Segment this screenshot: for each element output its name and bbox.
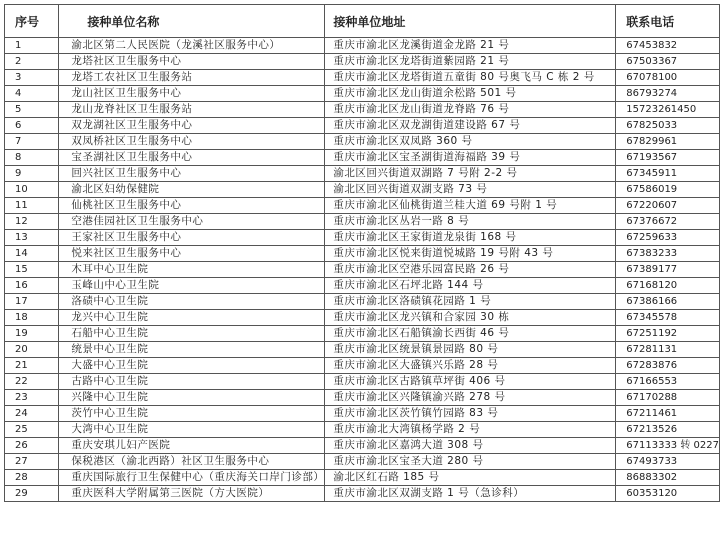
header-name: 接种单位名称 xyxy=(59,5,325,38)
site-address-cell: 重庆市渝北区龙兴镇和合家园 30 栋 xyxy=(325,310,616,326)
phone-cell: 67220607 xyxy=(616,198,720,214)
phone-cell: 15723261450 xyxy=(616,102,720,118)
phone-cell: 67825033 xyxy=(616,118,720,134)
index-cell: 22 xyxy=(5,374,59,390)
index-cell: 15 xyxy=(5,262,59,278)
table-row xyxy=(5,470,720,486)
table-row xyxy=(5,422,720,438)
site-name-cell: 龙兴中心卫生院 xyxy=(59,310,325,326)
header-row xyxy=(5,5,720,38)
table-row xyxy=(5,166,720,182)
site-address-cell: 重庆市渝北区王家街道龙泉街 168 号 xyxy=(325,230,616,246)
site-name-cell: 渝北区第二人民医院（龙溪社区服务中心） xyxy=(59,38,325,54)
site-address-cell: 重庆市渝北区古路镇草坪街 406 号 xyxy=(325,374,616,390)
table-row xyxy=(5,310,720,326)
index-cell: 3 xyxy=(5,70,59,86)
site-address-cell: 重庆市渝北区统景镇景园路 80 号 xyxy=(325,342,616,358)
phone-cell: 67168120 xyxy=(616,278,720,294)
index-cell: 23 xyxy=(5,390,59,406)
table-row xyxy=(5,86,720,102)
site-name-cell: 龙塔社区卫生服务中心 xyxy=(59,54,325,70)
index-cell: 19 xyxy=(5,326,59,342)
table-row xyxy=(5,374,720,390)
site-name-cell: 茨竹中心卫生院 xyxy=(59,406,325,422)
phone-cell: 67193567 xyxy=(616,150,720,166)
index-cell: 17 xyxy=(5,294,59,310)
table-row xyxy=(5,294,720,310)
table-row xyxy=(5,262,720,278)
site-address-cell: 重庆市渝北区龙塔街道五童街 80 号奥飞马 C 栋 2 号 xyxy=(325,70,616,86)
phone-cell: 67453832 xyxy=(616,38,720,54)
phone-cell: 67376672 xyxy=(616,214,720,230)
header-address: 接种单位地址 xyxy=(325,5,616,38)
table-row xyxy=(5,150,720,166)
site-address-cell: 重庆市渝北区双湖支路 1 号（急诊科） xyxy=(325,486,616,502)
table-row xyxy=(5,342,720,358)
index-cell: 29 xyxy=(5,486,59,502)
site-address-cell: 重庆市渝北区双凤路 360 号 xyxy=(325,134,616,150)
site-name-cell: 保税港区（渝北西路）社区卫生服务中心 xyxy=(59,454,325,470)
index-cell: 20 xyxy=(5,342,59,358)
site-name-cell: 石船中心卫生院 xyxy=(59,326,325,342)
table-row xyxy=(5,230,720,246)
site-name-cell: 古路中心卫生院 xyxy=(59,374,325,390)
vaccination-sites-table-wrapper xyxy=(4,4,720,502)
table-row xyxy=(5,358,720,374)
site-address-cell: 重庆市渝北大湾镇杨学路 2 号 xyxy=(325,422,616,438)
phone-cell: 67493733 xyxy=(616,454,720,470)
site-address-cell: 重庆市渝北区兴隆镇渝兴路 278 号 xyxy=(325,390,616,406)
phone-cell: 60353120 xyxy=(616,486,720,502)
site-address-cell: 渝北区回兴街道双湖支路 73 号 xyxy=(325,182,616,198)
site-name-cell: 大湾中心卫生院 xyxy=(59,422,325,438)
index-cell: 5 xyxy=(5,102,59,118)
index-cell: 27 xyxy=(5,454,59,470)
site-address-cell: 重庆市渝北区大盛镇兴乐路 28 号 xyxy=(325,358,616,374)
site-address-cell: 重庆市渝北区茨竹镇竹园路 83 号 xyxy=(325,406,616,422)
table-row xyxy=(5,278,720,294)
phone-cell: 67211461 xyxy=(616,406,720,422)
table-row xyxy=(5,54,720,70)
table-row xyxy=(5,406,720,422)
header-phone: 联系电话 xyxy=(616,5,720,38)
table-row xyxy=(5,486,720,502)
site-address-cell: 重庆市渝北区空港乐园富民路 26 号 xyxy=(325,262,616,278)
table-row xyxy=(5,454,720,470)
phone-cell: 67166553 xyxy=(616,374,720,390)
phone-cell: 67829961 xyxy=(616,134,720,150)
site-name-cell: 龙山社区卫生服务中心 xyxy=(59,86,325,102)
index-cell: 13 xyxy=(5,230,59,246)
index-cell: 6 xyxy=(5,118,59,134)
site-address-cell: 重庆市渝北区丛岩一路 8 号 xyxy=(325,214,616,230)
phone-cell: 67251192 xyxy=(616,326,720,342)
site-name-cell: 王家社区卫生服务中心 xyxy=(59,230,325,246)
index-cell: 14 xyxy=(5,246,59,262)
phone-cell: 67213526 xyxy=(616,422,720,438)
site-address-cell: 重庆市渝北区石坪北路 144 号 xyxy=(325,278,616,294)
table-row xyxy=(5,326,720,342)
site-address-cell: 重庆市渝北区龙溪街道金龙路 21 号 xyxy=(325,38,616,54)
table-row xyxy=(5,214,720,230)
site-name-cell: 空港佳园社区卫生服务中心 xyxy=(59,214,325,230)
site-address-cell: 重庆市渝北区龙山街道余松路 501 号 xyxy=(325,86,616,102)
phone-cell: 86883302 xyxy=(616,470,720,486)
site-address-cell: 重庆市渝北区悦来街道悦城路 19 号附 43 号 xyxy=(325,246,616,262)
phone-cell: 67345911 xyxy=(616,166,720,182)
index-cell: 2 xyxy=(5,54,59,70)
site-name-cell: 仙桃社区卫生服务中心 xyxy=(59,198,325,214)
phone-cell: 67283876 xyxy=(616,358,720,374)
index-cell: 21 xyxy=(5,358,59,374)
index-cell: 24 xyxy=(5,406,59,422)
site-name-cell: 兴隆中心卫生院 xyxy=(59,390,325,406)
site-address-cell: 重庆市渝北区宝圣湖街道海福路 39 号 xyxy=(325,150,616,166)
phone-cell: 67389177 xyxy=(616,262,720,278)
site-name-cell: 龙山龙脊社区卫生服务站 xyxy=(59,102,325,118)
table-body xyxy=(5,38,720,502)
site-address-cell: 渝北区回兴街道双湖路 7 号附 2-2 号 xyxy=(325,166,616,182)
index-cell: 26 xyxy=(5,438,59,454)
index-cell: 1 xyxy=(5,38,59,54)
site-name-cell: 重庆安琪儿妇产医院 xyxy=(59,438,325,454)
site-name-cell: 回兴社区卫生服务中心 xyxy=(59,166,325,182)
phone-cell: 67170288 xyxy=(616,390,720,406)
table-row xyxy=(5,102,720,118)
site-address-cell: 重庆市渝北区双龙湖街道建设路 67 号 xyxy=(325,118,616,134)
site-name-cell: 双龙湖社区卫生服务中心 xyxy=(59,118,325,134)
site-name-cell: 统景中心卫生院 xyxy=(59,342,325,358)
table-row xyxy=(5,38,720,54)
site-address-cell: 重庆市渝北区龙塔街道紫园路 21 号 xyxy=(325,54,616,70)
site-address-cell: 重庆市渝北区石船镇渝长西街 46 号 xyxy=(325,326,616,342)
site-address-cell: 重庆市渝北区洛碛镇花园路 1 号 xyxy=(325,294,616,310)
table-row xyxy=(5,438,720,454)
index-cell: 10 xyxy=(5,182,59,198)
site-name-cell: 双凤桥社区卫生服务中心 xyxy=(59,134,325,150)
site-name-cell: 洛碛中心卫生院 xyxy=(59,294,325,310)
site-address-cell: 重庆市渝北区宝圣大道 280 号 xyxy=(325,454,616,470)
index-cell: 28 xyxy=(5,470,59,486)
site-address-cell: 重庆市渝北区龙山街道龙脊路 76 号 xyxy=(325,102,616,118)
table-row xyxy=(5,390,720,406)
site-name-cell: 龙塔工农社区卫生服务站 xyxy=(59,70,325,86)
index-cell: 18 xyxy=(5,310,59,326)
table-row xyxy=(5,118,720,134)
site-name-cell: 木耳中心卫生院 xyxy=(59,262,325,278)
site-address-cell: 重庆市渝北区嘉鸿大道 308 号 xyxy=(325,438,616,454)
table-row xyxy=(5,198,720,214)
table-header xyxy=(5,5,720,38)
vaccination-sites-table xyxy=(4,4,720,502)
site-name-cell: 大盛中心卫生院 xyxy=(59,358,325,374)
site-name-cell: 悦来社区卫生服务中心 xyxy=(59,246,325,262)
index-cell: 9 xyxy=(5,166,59,182)
phone-cell: 67345578 xyxy=(616,310,720,326)
phone-cell: 67383233 xyxy=(616,246,720,262)
index-cell: 7 xyxy=(5,134,59,150)
index-cell: 12 xyxy=(5,214,59,230)
site-name-cell: 宝圣湖社区卫生服务中心 xyxy=(59,150,325,166)
table-row xyxy=(5,134,720,150)
site-name-cell: 重庆医科大学附属第三医院（方大医院） xyxy=(59,486,325,502)
phone-cell: 67259633 xyxy=(616,230,720,246)
phone-cell: 86793274 xyxy=(616,86,720,102)
table-row xyxy=(5,246,720,262)
site-name-cell: 渝北区妇幼保健院 xyxy=(59,182,325,198)
site-name-cell: 重庆国际旅行卫生保健中心（重庆海关口岸门诊部） xyxy=(59,470,325,486)
index-cell: 11 xyxy=(5,198,59,214)
header-index: 序号 xyxy=(5,5,59,38)
phone-cell: 67113333 转 0227 xyxy=(616,438,720,454)
phone-cell: 67078100 xyxy=(616,70,720,86)
phone-cell: 67503367 xyxy=(616,54,720,70)
site-address-cell: 渝北区红石路 185 号 xyxy=(325,470,616,486)
index-cell: 8 xyxy=(5,150,59,166)
index-cell: 25 xyxy=(5,422,59,438)
table-row xyxy=(5,70,720,86)
table-row xyxy=(5,182,720,198)
phone-cell: 67586019 xyxy=(616,182,720,198)
site-name-cell: 玉峰山中心卫生院 xyxy=(59,278,325,294)
index-cell: 4 xyxy=(5,86,59,102)
phone-cell: 67281131 xyxy=(616,342,720,358)
site-address-cell: 重庆市渝北区仙桃街道兰桂大道 69 号附 1 号 xyxy=(325,198,616,214)
index-cell: 16 xyxy=(5,278,59,294)
phone-cell: 67386166 xyxy=(616,294,720,310)
